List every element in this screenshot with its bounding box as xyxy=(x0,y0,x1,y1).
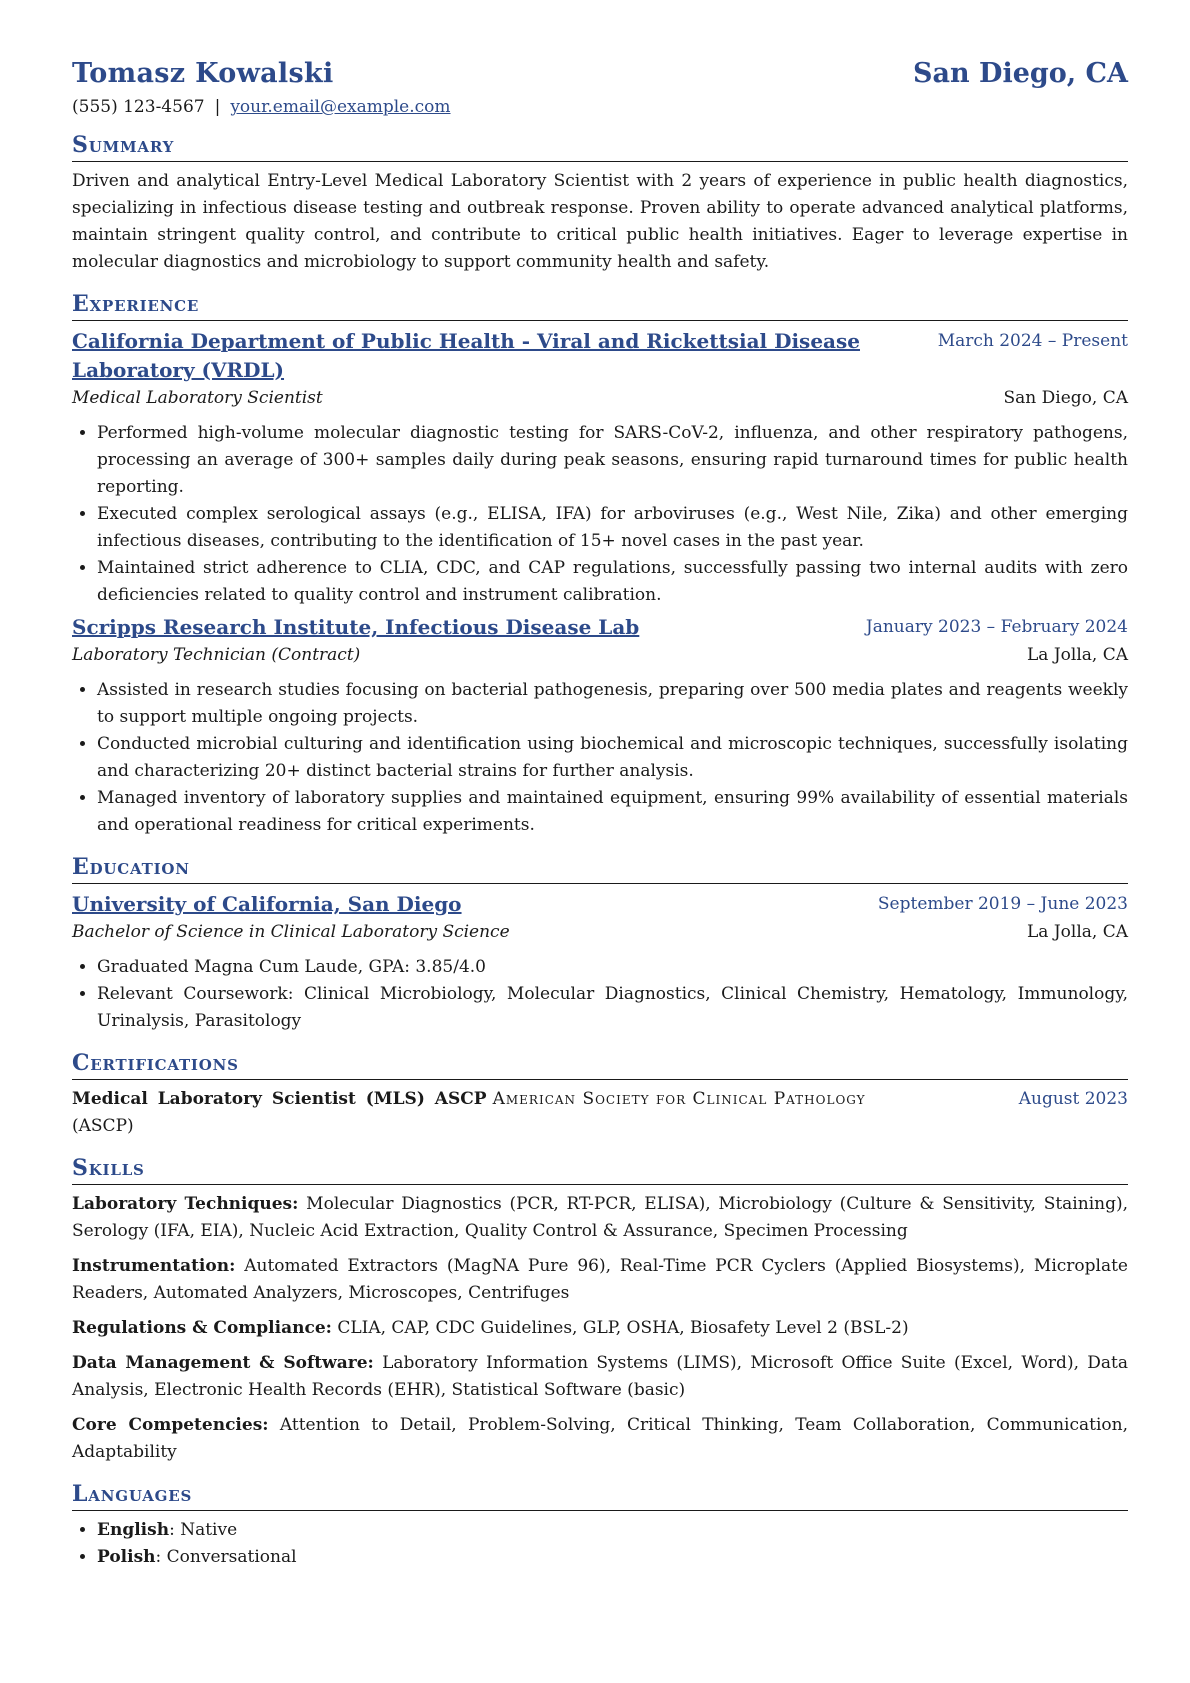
section-title-education: Education xyxy=(72,853,1128,884)
list-item: • Conducted microbial culturing and identification using biochemical and microscopic techniques, successfully isolating and characterizing 20+ distinct bacterial strains for further analysis. xyxy=(97,731,1128,785)
education-entry xyxy=(72,890,1128,1035)
section-title-summary: Summary xyxy=(72,131,1128,162)
employer-link[interactable]: Scripps Research Institute, Infectious Disease Lab xyxy=(72,615,640,639)
section-title-experience: Experience xyxy=(72,290,1128,321)
skill-row xyxy=(72,1253,1128,1307)
experience-entry xyxy=(72,327,1128,609)
skill-label: Regulations & Compliance: xyxy=(72,1318,332,1338)
language-name: Polish xyxy=(97,1547,156,1567)
list-item: • Managed inventory of laboratory supplies and maintained equipment, ensuring 99% availability of essential materials and operational readiness for critical experiments. xyxy=(97,785,1128,839)
list-item: • Assisted in research studies focusing on bacterial pathogenesis, preparing over 500 media plates and reagents weekly to support multiple ongoing projects. xyxy=(97,677,1128,731)
skill-text: Laboratory Information Systems (LIMS), Microsoft Office Suite (Excel, Word), Data Analysis, Electronic Health Records (EHR), Statistical Software (basic) xyxy=(72,1353,1129,1400)
certification-organization: American Society for Clinical Pathology xyxy=(492,1089,866,1109)
section-title-certifications: Certifications xyxy=(72,1049,1128,1080)
skill-label: Core Competencies: xyxy=(72,1415,269,1435)
education-bullets xyxy=(72,954,1128,1035)
candidate-location: San Diego, CA xyxy=(913,58,1128,89)
skill-row xyxy=(72,1412,1128,1466)
certification-abbr: (ASCP) xyxy=(72,1116,134,1136)
phone-number: (555) 123-4567 xyxy=(72,97,205,117)
section-title-skills: Skills xyxy=(72,1154,1128,1185)
skill-text: Attention to Detail, Problem-Solving, Critical Thinking, Team Collaboration, Communication, Adaptability xyxy=(72,1415,1129,1462)
candidate-name: Tomasz Kowalski xyxy=(72,58,334,89)
experience-bullets xyxy=(72,677,1128,839)
language-level: : Native xyxy=(169,1520,238,1540)
employer-link[interactable]: California Department of Public Health - Viral and Rickettsial Disease Laboratory (VRDL) xyxy=(72,329,860,382)
list-item: • Performed high-volume molecular diagnostic testing for SARS-CoV-2, influenza, and other respiratory pathogens, processing an average of 300+ samples daily during peak seasons, ensuring rapid turnaround times for public health reporting. xyxy=(97,420,1128,501)
section-title-languages: Languages xyxy=(72,1480,1128,1511)
list-item: • Relevant Coursework: Clinical Microbiology, Molecular Diagnostics, Clinical Chemistry, Hematology, Immunology, Urinalysis, Parasitology xyxy=(97,981,1128,1035)
education-dates: September 2019 – June 2023 xyxy=(877,894,1128,914)
resume-page xyxy=(72,58,1128,1571)
skill-text: CLIA, CAP, CDC Guidelines, GLP, OSHA, Biosafety Level 2 (BSL-2) xyxy=(337,1318,909,1338)
summary-text: Driven and analytical Entry-Level Medical Laboratory Scientist with 2 years of experience in public health diagnostics, specializing in infectious disease testing and outbreak response. Proven ability to operate advanced analytical platforms, maintain stringent quality control, and contribute to critical public health initiatives. Eager to leverage expertise in molecular diagnostics and microbiology to support community health and safety. xyxy=(72,171,1128,272)
list-item: • Executed complex serological assays (e.g., ELISA, IFA) for arboviruses (e.g., West Nile, Zika) and other emerging infectious diseases, contributing to the identification of 15+ novel cases in the past year. xyxy=(97,501,1128,555)
job-title: Laboratory Technician (Contract) xyxy=(72,645,361,665)
job-location: San Diego, CA xyxy=(1003,388,1128,408)
experience-entry xyxy=(72,613,1128,839)
certification-name: Medical Laboratory Scientist (MLS) ASCP xyxy=(72,1089,487,1109)
degree-title: Bachelor of Science in Clinical Laboratory Science xyxy=(72,922,510,942)
languages-list xyxy=(72,1517,1128,1571)
employment-dates: January 2023 – February 2024 xyxy=(865,617,1128,637)
certification-date: August 2023 xyxy=(1018,1089,1128,1109)
language-level: : Conversational xyxy=(155,1547,297,1567)
email-link[interactable]: your.email@example.com xyxy=(230,97,451,117)
skill-label: Laboratory Techniques: xyxy=(72,1194,299,1214)
language-name: English xyxy=(97,1520,170,1540)
skill-label: Instrumentation: xyxy=(72,1256,236,1276)
skill-row xyxy=(72,1350,1128,1404)
resume-header xyxy=(72,58,1128,89)
list-item xyxy=(97,1517,1128,1544)
skill-label: Data Management & Software: xyxy=(72,1353,374,1373)
skill-row xyxy=(72,1191,1128,1245)
employment-dates: March 2024 – Present xyxy=(937,331,1128,351)
job-title: Medical Laboratory Scientist xyxy=(72,388,323,408)
skill-text: Molecular Diagnostics (PCR, RT-PCR, ELISA), Microbiology (Culture & Sensitivity, Staining), Serology (IFA, EIA), Nucleic Acid Extraction, Quality Control & Assurance, Specimen Processing xyxy=(72,1194,1128,1241)
certification-entry xyxy=(72,1086,1128,1140)
institution-link[interactable]: University of California, San Diego xyxy=(72,892,462,916)
list-item: • Graduated Magna Cum Laude, GPA: 3.85/4.0 xyxy=(97,954,1128,981)
contact-separator: | xyxy=(214,97,221,117)
job-location: La Jolla, CA xyxy=(1027,645,1128,665)
list-item xyxy=(97,1544,1128,1571)
education-location: La Jolla, CA xyxy=(1027,922,1128,942)
skill-row xyxy=(72,1315,1128,1342)
list-item: • Maintained strict adherence to CLIA, CDC, and CAP regulations, successfully passing two internal audits with zero deficiencies related to quality control and instrument calibration. xyxy=(97,555,1128,609)
skill-text: Automated Extractors (MagNA Pure 96), Real-Time PCR Cyclers (Applied Biosystems), Microplate Readers, Automated Analyzers, Microscopes, Centrifuges xyxy=(72,1256,1128,1303)
experience-bullets xyxy=(72,420,1128,609)
contact-line xyxy=(72,97,1128,117)
